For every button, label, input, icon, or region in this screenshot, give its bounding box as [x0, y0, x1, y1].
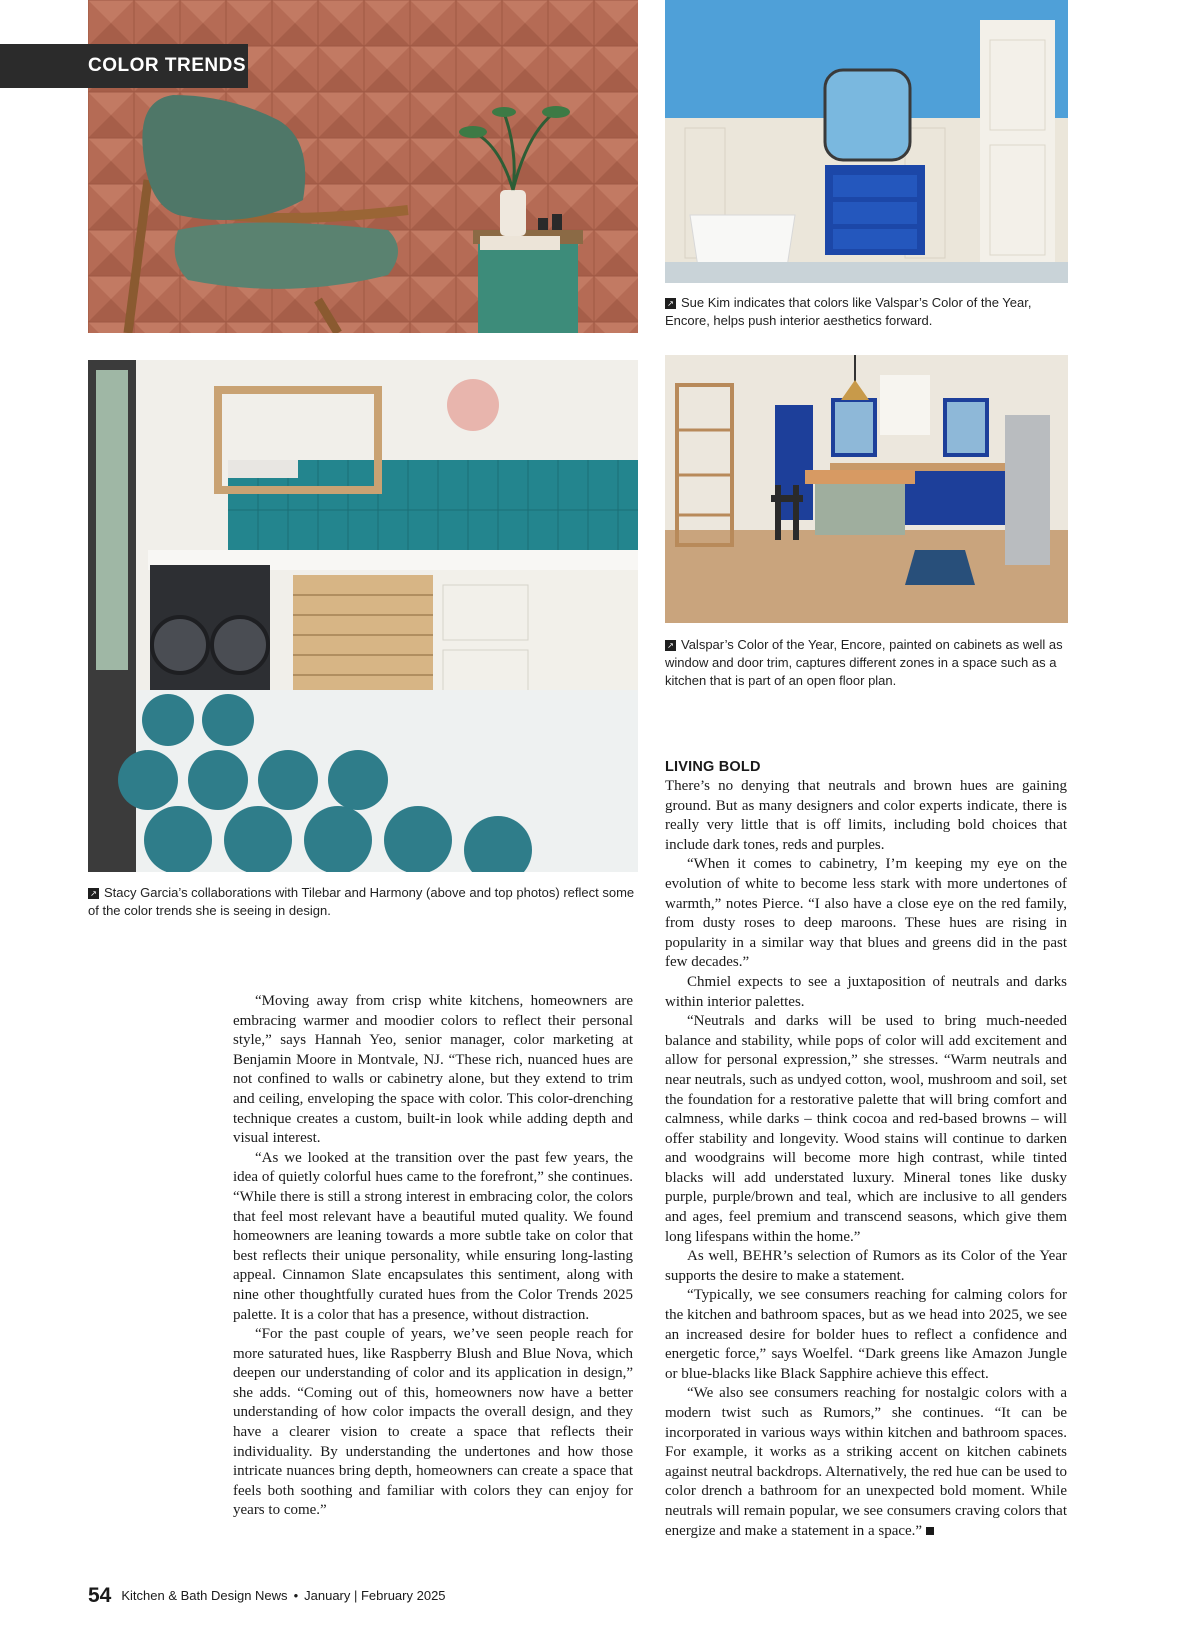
- section-label: COLOR TRENDS: [88, 55, 246, 76]
- paragraph: “Neutrals and darks will be used to bring much-needed balance and stability, while pops of color will add excitement and allow for personal expression,” she stresses. “Warm neutrals and near neutrals, such as undyed cotton, wool, mushroom and soil, set the foundation for a restorative palette that will bring comfort and calmness, while darks – think cocoa and red-based browns – will offer stability and longevity. Wood stains will continue to darken and woodgrains will become more high contrast, while tinted blacks will add understated luxury. Mineral tones like dusky purple, purple/brown and teal, which are inclusive to all genders and ages, feel premium and transcend seasons, which give them long lifespans within the home.”: [665, 1013, 1067, 1245]
- caption-kitchen-text: Valspar’s Color of the Year, Encore, painted on cabinets as well as window and door trim, captures different zones in a space such as a kitchen that is part of an open floor plan.: [665, 637, 1063, 688]
- page-number: 54: [88, 1584, 112, 1607]
- paragraph: “Moving away from crisp white kitchens, homeowners are embracing warmer and moodier colors to reflect their personal style,” says Hannah Yeo, senior manager, color marketing at Benjamin Moore in Montvale, NJ. “These rich, nuanced hues are not confined to walls or cabinetry alone, but they extend to trim and ceiling, enveloping the space with color. This color-drenching technique creates a custom, built-in look while adding depth and visual interest.: [233, 993, 633, 1147]
- caption-laundry-text: Stacy Garcia’s collaborations with Tilebar and Harmony (above and top photos) reflect some of the color trends she is seeing in design.: [88, 885, 635, 918]
- issue-date: January | February 2025: [304, 1588, 446, 1603]
- paragraph: “When it comes to cabinetry, I’m keeping my eye on the evolution of white to become less stark with more undertones of warmth,” notes Pierce. “I also have a close eye on the red family, from dusty roses to deep maroons. These hues are rising in popularity in a similar way that blues and greens did in the past few decades.”: [665, 856, 1067, 971]
- photo-teal-laundry-room: [88, 360, 638, 872]
- section-tag: [0, 44, 248, 88]
- article-right-column: [665, 757, 1067, 1541]
- publication-name: Kitchen & Bath Design News: [121, 1588, 288, 1603]
- paragraph: “For the past couple of years, we’ve seen people reach for more saturated hues, like Raspberry Blush and Blue Nova, which deepen our understanding of color and its application in design,” she adds. “Coming out of this, homeowners now have a better understanding of how color impacts the overall design, and they have a clearer vision to create a space that reflects their individuality. By understanding the undertones and how those intricate nuances bring depth, homeowners can create a space that feels both soothing and familiar with colors they can enjoy for years to come.”: [233, 1326, 633, 1519]
- caption-bathroom: [665, 294, 1065, 330]
- caption-arrow-icon: ↗: [665, 298, 676, 309]
- page-footer: [88, 1584, 446, 1608]
- subhead-living-bold: LIVING BOLD: [665, 759, 761, 775]
- photo-blue-cabinet-kitchen: [665, 355, 1068, 623]
- caption-laundry: [88, 884, 638, 920]
- footer-separator: •: [293, 1588, 299, 1603]
- caption-bathroom-text: Sue Kim indicates that colors like Valspar’s Color of the Year, Encore, helps push interior aesthetics forward.: [665, 295, 1032, 328]
- end-mark-icon: [926, 1527, 934, 1535]
- article-left-column: [233, 992, 633, 1521]
- paragraph: As well, BEHR’s selection of Rumors as its Color of the Year supports the desire to make a statement.: [665, 1248, 1067, 1284]
- paragraph: “As we looked at the transition over the past few years, the idea of quietly colorful hues came to the forefront,” she continues. “While there is still a strong interest in embracing color, the colors that feel most relevant have a beautiful muted quality. We found homeowners are leaning towards a more subtle take on color that best reflects their unique personality, while ensuring long-lasting appeal. Cinnamon Slate encapsulates this sentiment, along with nine other thoughtfully curated hues from the Color Trends 2025 palette. It is a color that has a presence, without distraction.: [233, 1149, 633, 1323]
- caption-arrow-icon: ↗: [665, 640, 676, 651]
- caption-kitchen: [665, 636, 1069, 690]
- paragraph: There’s no denying that neutrals and brown hues are gaining ground. But as many designers and color experts indicate, there is really very little that is off limits, including bold choices that include dark tones, reds and purples.: [665, 778, 1067, 853]
- paragraph-last: [665, 1384, 1067, 1541]
- paragraph-last-text: “We also see consumers reaching for nostalgic colors with a modern twist such as Rumors,” she continues. “It can be incorporated in various ways within kitchen and bathroom spaces. For example, it works as a striking accent on kitchen cabinets against neutral backdrops. Alternatively, the red hue can be used to color drench a bathroom for an unexpected bold moment. While neutrals will remain popular, we see consumers craving colors that energize and make a statement in a space.”: [665, 1385, 1067, 1539]
- paragraph: “Typically, we see consumers reaching for calming colors for the kitchen and bathroom spaces, but as we head into 2025, we see an increased desire for bolder hues to reflect a confidence and energetic force,” says Woelfel. “Dark greens like Amazon Jungle or blue-blacks like Black Sapphire achieve this effect.: [665, 1287, 1067, 1382]
- photo-blue-bathroom: [665, 0, 1068, 283]
- caption-arrow-icon: ↗: [88, 888, 99, 899]
- paragraph: Chmiel expects to see a juxtaposition of neutrals and darks within interior palettes.: [665, 973, 1067, 1010]
